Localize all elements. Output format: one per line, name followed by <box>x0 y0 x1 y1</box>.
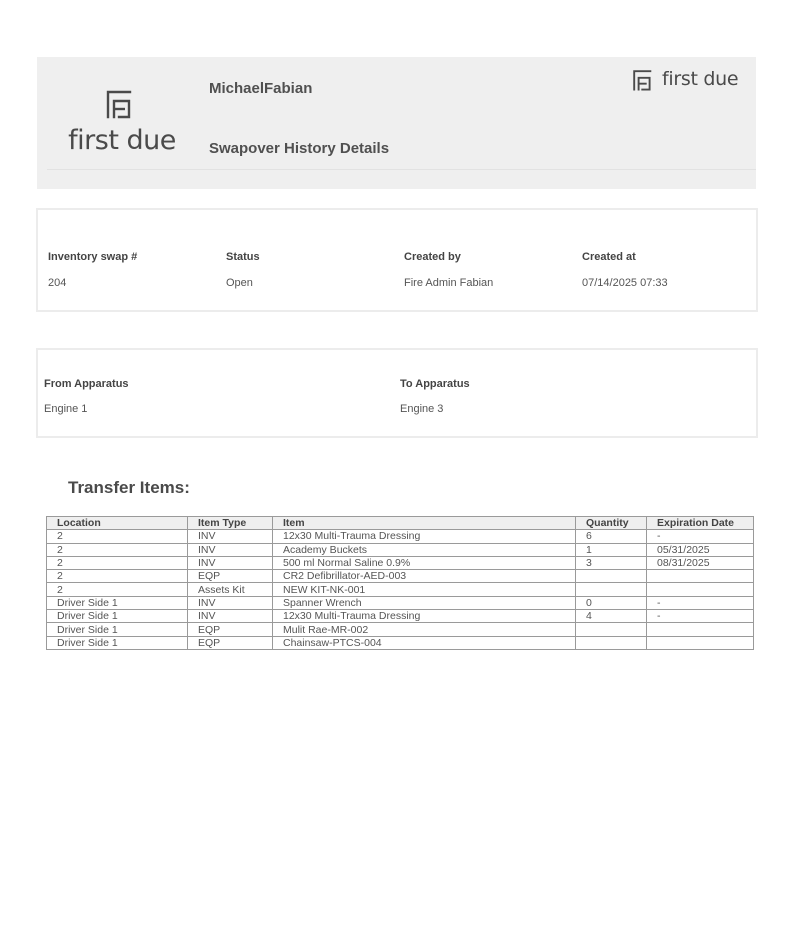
expiration-date-cell: 08/31/2025 <box>647 556 754 569</box>
created-at-field <box>582 251 668 289</box>
location-cell: 2 <box>47 583 188 596</box>
table-row <box>47 556 754 569</box>
item-cell: Spanner Wrench <box>273 596 576 609</box>
quantity-cell <box>576 623 647 636</box>
table-row <box>47 623 754 636</box>
inventory-swap-field <box>48 251 137 289</box>
expiration-date-cell: 05/31/2025 <box>647 543 754 556</box>
column-header-quantity: Quantity <box>576 517 647 530</box>
location-cell: 2 <box>47 556 188 569</box>
expiration-date-cell <box>647 570 754 583</box>
created-by-field <box>404 251 493 289</box>
created-by-label: Created by <box>404 251 461 263</box>
page-title: Swapover History Details <box>209 140 390 157</box>
quantity-cell: 6 <box>576 530 647 543</box>
expiration-date-cell <box>647 636 754 649</box>
status-field <box>226 251 260 289</box>
item-cell: 12x30 Multi-Trauma Dressing <box>273 530 576 543</box>
inventory-swap-label: Inventory swap # <box>48 251 138 263</box>
created-at-value: 07/14/2025 07:33 <box>582 277 668 289</box>
item-cell: CR2 Defibrillator-AED-003 <box>273 570 576 583</box>
table-row <box>47 610 754 623</box>
to-apparatus-label: To Apparatus <box>400 378 470 390</box>
from-apparatus-label: From Apparatus <box>44 378 129 390</box>
location-cell: Driver Side 1 <box>47 596 188 609</box>
item-type-cell: INV <box>188 610 273 623</box>
from-apparatus-value: Engine 1 <box>44 403 88 415</box>
expiration-date-cell: - <box>647 610 754 623</box>
item-cell: 500 ml Normal Saline 0.9% <box>273 556 576 569</box>
item-type-cell: INV <box>188 596 273 609</box>
table-row <box>47 570 754 583</box>
location-cell: Driver Side 1 <box>47 610 188 623</box>
item-cell: Mulit Rae-MR-002 <box>273 623 576 636</box>
column-header-item: Item <box>273 517 576 530</box>
header-divider <box>47 169 756 170</box>
column-header-location: Location <box>47 517 188 530</box>
table-row <box>47 543 754 556</box>
first-due-small-logo <box>632 68 744 94</box>
item-type-cell: EQP <box>188 623 273 636</box>
status-value: Open <box>226 277 253 289</box>
item-type-cell: INV <box>188 543 273 556</box>
item-cell: Chainsaw-PTCS-004 <box>273 636 576 649</box>
quantity-cell <box>576 583 647 596</box>
location-cell: 2 <box>47 530 188 543</box>
table-row <box>47 583 754 596</box>
location-cell: 2 <box>47 543 188 556</box>
expiration-date-cell: - <box>647 530 754 543</box>
expiration-date-cell <box>647 623 754 636</box>
transfer-items-title: Transfer Items: <box>68 478 190 497</box>
item-cell: Academy Buckets <box>273 543 576 556</box>
table-row <box>47 636 754 649</box>
quantity-cell: 4 <box>576 610 647 623</box>
swap-info-panel <box>36 208 758 312</box>
user-name: MichaelFabian <box>209 80 313 97</box>
column-header-expiration-date: Expiration Date <box>647 517 754 530</box>
item-type-cell: EQP <box>188 570 273 583</box>
first-due-mark-icon <box>632 69 654 91</box>
table-header-row <box>47 517 754 530</box>
first-due-logo <box>67 89 177 159</box>
item-cell: NEW KIT-NK-001 <box>273 583 576 596</box>
item-type-cell: INV <box>188 556 273 569</box>
item-type-cell: INV <box>188 530 273 543</box>
first-due-small-logo-text: first due <box>662 68 739 90</box>
expiration-date-cell <box>647 583 754 596</box>
first-due-logo-text: first due <box>68 125 176 156</box>
status-label: Status <box>226 251 260 263</box>
quantity-cell: 3 <box>576 556 647 569</box>
to-apparatus-field <box>400 378 470 415</box>
location-cell: Driver Side 1 <box>47 623 188 636</box>
to-apparatus-value: Engine 3 <box>400 403 444 415</box>
inventory-swap-value: 204 <box>48 277 67 289</box>
quantity-cell: 1 <box>576 543 647 556</box>
quantity-cell <box>576 570 647 583</box>
apparatus-panel <box>36 348 758 438</box>
table-row <box>47 596 754 609</box>
first-due-mark-icon <box>105 89 135 119</box>
transfer-items-table <box>46 516 754 650</box>
item-type-cell: Assets Kit <box>188 583 273 596</box>
item-cell: 12x30 Multi-Trauma Dressing <box>273 610 576 623</box>
report-header <box>37 57 756 189</box>
item-type-cell: EQP <box>188 636 273 649</box>
location-cell: 2 <box>47 570 188 583</box>
expiration-date-cell: - <box>647 596 754 609</box>
created-by-value: Fire Admin Fabian <box>404 277 494 289</box>
from-apparatus-field <box>44 378 129 415</box>
location-cell: Driver Side 1 <box>47 636 188 649</box>
quantity-cell: 0 <box>576 596 647 609</box>
table-row <box>47 530 754 543</box>
column-header-item-type: Item Type <box>188 517 273 530</box>
created-at-label: Created at <box>582 251 636 263</box>
quantity-cell <box>576 636 647 649</box>
